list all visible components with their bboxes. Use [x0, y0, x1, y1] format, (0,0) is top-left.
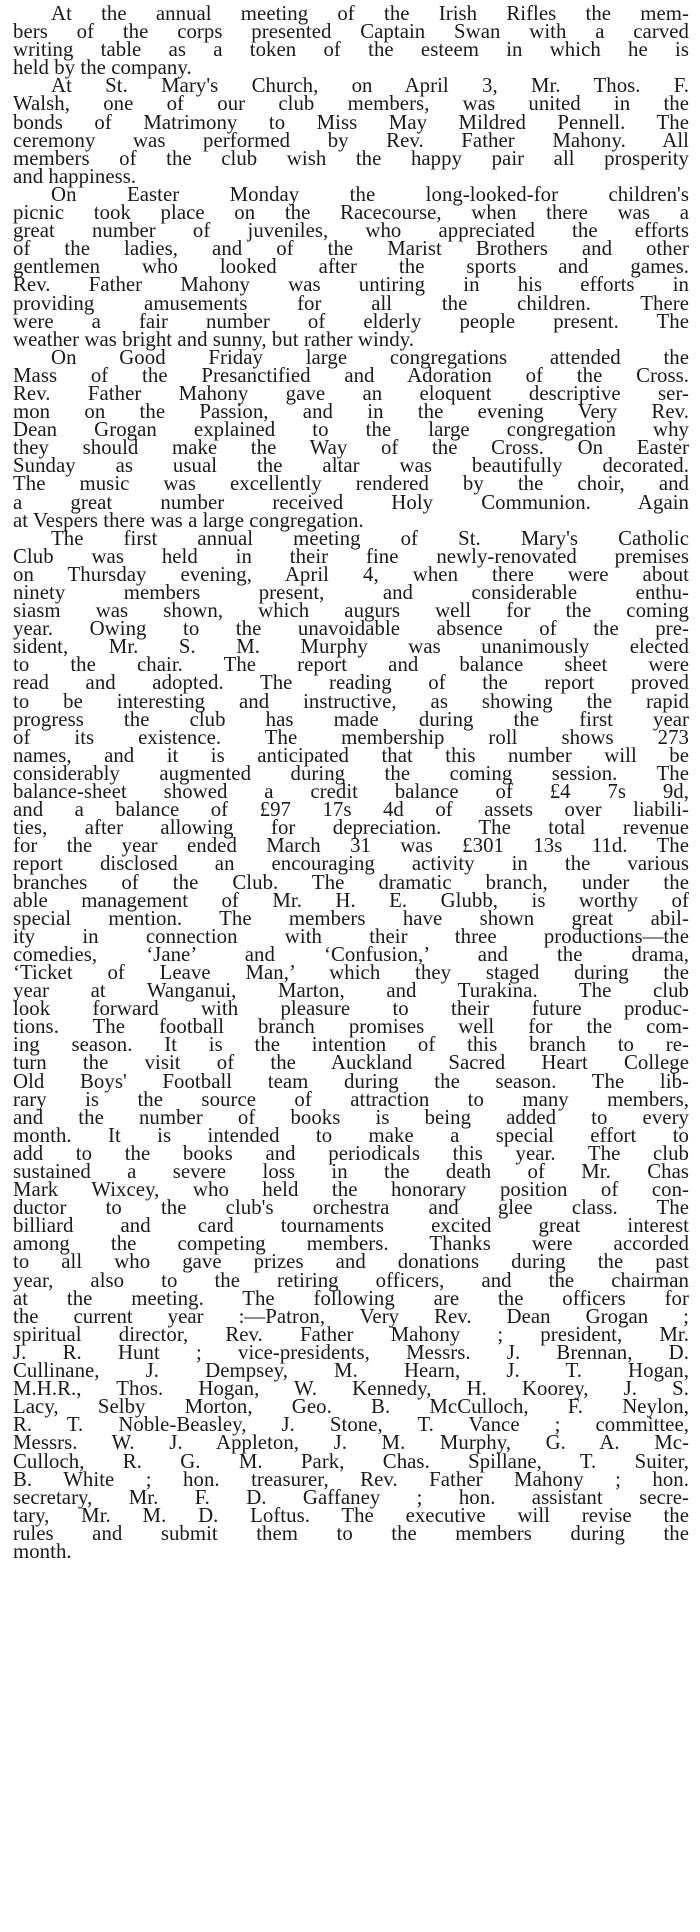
text-line: billiard and card tournaments excited great interest: [13, 1214, 689, 1238]
text-line: add to the books and periodicals this year. The club: [13, 1141, 689, 1165]
text-line: The music was excellently rendered by the choir, and: [13, 472, 689, 496]
text-line: to the chair. The report and balance sheet were: [13, 653, 689, 677]
text-line: balance-sheet showed a credit balance of £4 7s 9d,: [13, 780, 689, 804]
text-line: writing table as a token of the esteem in which he is: [13, 38, 689, 62]
text-line: Mark Wixcey, who held the honorary position of con-: [13, 1178, 689, 1202]
text-line: considerably augmented during the coming session. The: [13, 761, 689, 785]
text-line: spiritual director, Rev. Father Mahony ; president, Mr.: [13, 1322, 689, 1346]
text-line: sident, Mr. S. M. Murphy was unanimously elected: [13, 635, 689, 659]
text-line: At St. Mary's Church, on April 3, Mr. Thos. F.: [51, 74, 689, 98]
text-line: bers of the corps presented Captain Swan with a carved: [13, 20, 689, 44]
text-line: weather was bright and sunny, but rather windy.: [13, 327, 415, 351]
text-line: secretary, Mr. F. D. Gaffaney ; hon. assistant secre-: [13, 1485, 689, 1509]
text-line: great number of juveniles, who appreciated the efforts: [13, 219, 689, 243]
text-line: rary is the source of attraction to many members,: [13, 1087, 689, 1111]
text-line: gentlemen who looked after the sports and games.: [13, 255, 689, 279]
article-paragraph: [13, 2, 689, 80]
text-line: at Vespers there was a large congregation.: [13, 508, 364, 532]
text-line: ity in connection with their three productions—the: [13, 924, 689, 948]
text-line: look forward with pleasure to their future produc-: [13, 997, 689, 1021]
text-line: able management of Mr. H. E. Glubb, is worthy of: [13, 888, 689, 912]
text-line: ‘Ticket of Leave Man,’ which they staged during the: [13, 960, 689, 984]
text-line: At the annual meeting of the Irish Rifles the mem-: [51, 2, 689, 25]
text-line: to all who gave prizes and donations during the past: [13, 1250, 689, 1274]
text-line: report disclosed an encouraging activity in the various: [13, 852, 689, 876]
text-line: Mass of the Presanctified and Adoration of the Cross.: [13, 363, 689, 387]
text-line: tions. The football branch promises well for the com-: [13, 1015, 689, 1039]
text-line: providing amusements for all the children. There: [13, 291, 689, 315]
text-line: ninety members present, and considerable enthu-: [13, 581, 689, 604]
text-line: year at Wanganui, Marton, and Turakina. The club: [13, 979, 689, 1003]
text-line: rules and submit them to the members during the: [13, 1521, 689, 1545]
text-line: Club was held in their fine newly-renovated premises: [13, 544, 689, 568]
text-line: on Thursday evening, April 4, when there were about: [13, 562, 689, 586]
text-line: and the number of books is being added to every: [13, 1105, 689, 1129]
text-line: comedies, ‘Jane’ and ‘Confusion,’ and the drama,: [13, 942, 689, 966]
text-line: Rev. Father Mahony gave an eloquent descriptive ser-: [13, 381, 689, 405]
text-line: were a fair number of elderly people present. The: [13, 309, 689, 333]
text-line: ductor to the club's orchestra and glee class. The: [13, 1196, 689, 1220]
article-paragraph: [13, 74, 689, 188]
text-line: turn the visit of the Auckland Sacred Heart College: [13, 1051, 689, 1075]
text-line: year. Owing to the unavoidable absence of the pre-: [13, 617, 689, 641]
text-line: held by the company.: [13, 56, 192, 80]
text-line: B. White ; hon. treasurer, Rev. Father Mahony ; hon.: [13, 1467, 689, 1491]
text-line: month.: [13, 1539, 72, 1563]
text-line: Old Boys' Football team during the season. The lib-: [13, 1069, 689, 1093]
text-line: Sunday as usual the altar was beautifully decorated.: [13, 454, 689, 478]
text-line: month. It is intended to make a special effort to: [13, 1123, 689, 1147]
text-line: On Good Friday large congregations attended the: [51, 345, 689, 369]
text-line: ceremony was performed by Rev. Father Mahony. All: [13, 128, 689, 152]
text-line: members of the club wish the happy pair all prosperity: [13, 146, 689, 170]
text-line: they should make the Way of the Cross. On Easter: [13, 436, 689, 460]
text-line: special mention. The members have shown great abil-: [13, 906, 689, 930]
text-line: tary, Mr. M. D. Loftus. The executive will revise the: [13, 1503, 689, 1527]
text-line: of its existence. The membership roll shows 273: [13, 725, 689, 749]
text-line: ing season. It is the intention of this branch to re-: [13, 1033, 689, 1057]
text-line: Lacy, Selby Morton, Geo. B. McCulloch, F. Neylon,: [13, 1395, 689, 1419]
text-line: read and adopted. The reading of the report proved: [13, 671, 689, 695]
article-paragraph: [13, 526, 689, 1563]
text-line: The first annual meeting of St. Mary's Catholic: [51, 526, 689, 550]
text-line: and a balance of £97 17s 4d of assets over liabili-: [13, 798, 689, 822]
text-line: siasm was shown, which augurs well for the coming: [13, 599, 689, 623]
text-line: to be interesting and instructive, as showing the rapid: [13, 689, 689, 713]
text-line: progress the club has made during the first year: [13, 707, 689, 731]
text-line: among the competing members. Thanks were accorded: [13, 1232, 689, 1256]
text-line: at the meeting. The following are the officers for: [13, 1286, 689, 1310]
text-line: names, and it is anticipated that this number will be: [13, 743, 689, 767]
text-line: Cullinane, J. Dempsey, M. Hearn, J. T. Hogan,: [13, 1359, 689, 1383]
article-paragraph: [13, 182, 689, 351]
text-line: R. T. Noble-Beasley, J. Stone, T. Vance ; committee,: [13, 1413, 689, 1437]
text-line: of the ladies, and of the Marist Brothers and other: [13, 237, 689, 261]
text-line: a great number received Holy Communion. Again: [13, 490, 689, 514]
text-line: Walsh, one of our club members, was united in the: [13, 92, 689, 116]
text-line: the current year :—Patron, Very Rev. Dean Grogan ;: [13, 1304, 689, 1328]
text-line: ties, after allowing for depreciation. The total revenue: [13, 816, 689, 840]
text-line: M.H.R., Thos. Hogan, W. Kennedy, H. Koorey, J. S.: [13, 1377, 689, 1401]
text-line: Culloch, R. G. M. Park, Chas. Spillane, T. Suiter,: [13, 1449, 689, 1473]
text-line: J. R. Hunt ; vice-presidents, Messrs. J. Brennan, D.: [13, 1340, 689, 1364]
article-column: [13, 2, 689, 1563]
text-line: and happiness.: [13, 164, 137, 188]
text-line: Rev. Father Mahony was untiring in his efforts in: [13, 273, 689, 297]
text-line: mon on the Passion, and in the evening Very Rev.: [13, 400, 689, 424]
text-line: year, also to the retiring officers, and the chairman: [13, 1268, 689, 1292]
text-line: picnic took place on the Racecourse, when there was a: [13, 201, 689, 225]
text-line: Dean Grogan explained to the large congregation why: [13, 418, 689, 442]
text-line: bonds of Matrimony to Miss May Mildred Pennell. The: [13, 110, 689, 134]
text-line: for the year ended March 31 was £301 13s 11d. The: [13, 834, 689, 858]
article-paragraph: [13, 345, 689, 532]
text-line: branches of the Club. The dramatic branch, under the: [13, 870, 689, 894]
text-line: On Easter Monday the long-looked-for children's: [51, 182, 689, 206]
text-line: sustained a severe loss in the death of Mr. Chas: [13, 1160, 689, 1183]
text-line: Messrs. W. J. Appleton, J. M. Murphy, G. A. Mc-: [13, 1431, 689, 1455]
